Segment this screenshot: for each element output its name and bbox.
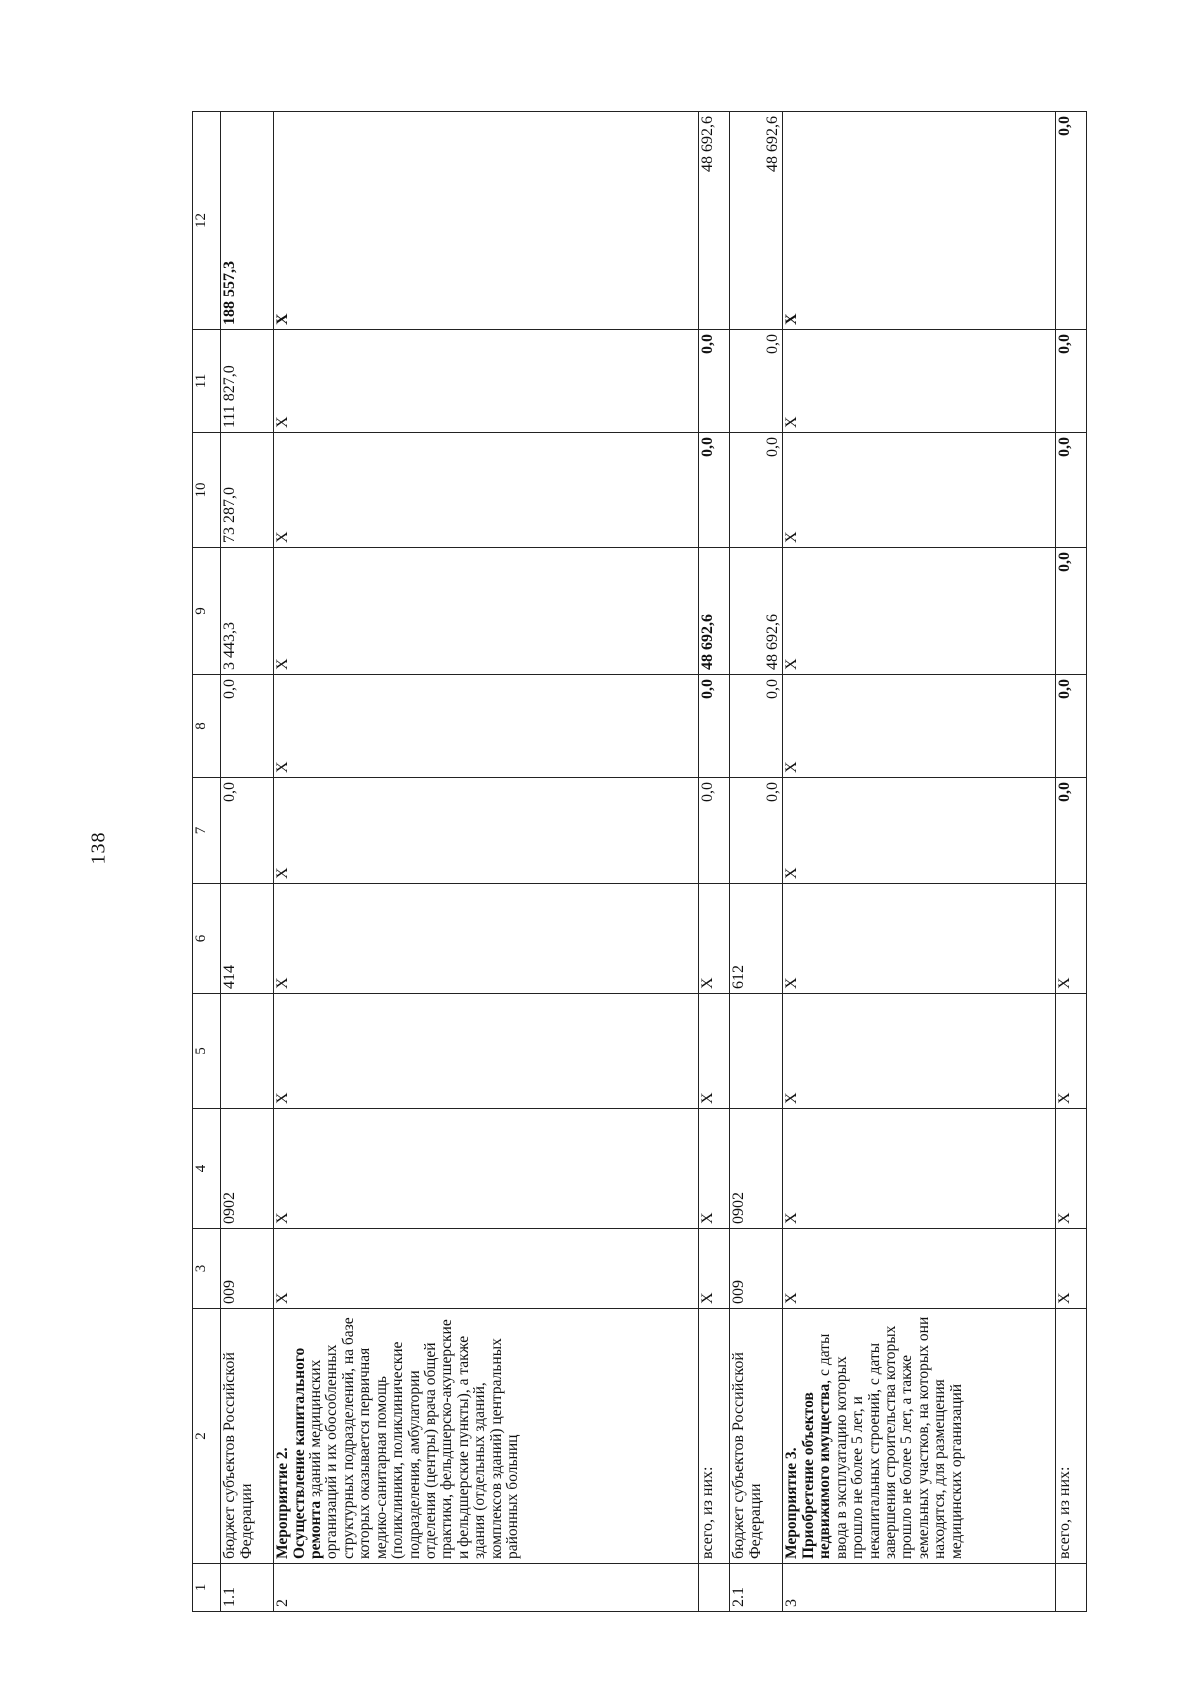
header-cell: 8: [193, 675, 221, 778]
header-cell: 9: [193, 548, 221, 675]
measure-lead: Осуществление капитального ремонта: [290, 1347, 324, 1559]
table-cell: Х: [1055, 994, 1086, 1109]
header-cell: 2: [193, 1309, 221, 1564]
table-cell: Х: [783, 330, 1055, 433]
table-cell: 0,0: [220, 675, 273, 778]
header-cell: 11: [193, 330, 221, 433]
row-label: бюджет субъектов Российской Федерации: [730, 1309, 783, 1564]
table-cell: Х: [1055, 1109, 1086, 1229]
row-number: 3: [783, 1564, 1055, 1612]
table-cell: Х: [783, 112, 1055, 330]
header-cell: 6: [193, 884, 221, 994]
table-cell: Х: [1055, 884, 1086, 994]
measure-text: , с даты ввода в эксплуатацию которых прошло не более 5 лет, и некапитальных строений, с даты завершения строительства которых прошло не более 5 лет, а также земельных участков, на которых они находятся, для размещения медицинских организаций: [816, 1316, 965, 1559]
table-cell: 0,0: [730, 433, 783, 548]
table-cell: Х: [783, 433, 1055, 548]
table-cell: 48 692,6: [698, 548, 729, 675]
table-cell: Х: [783, 884, 1055, 994]
row-label: всего, из них:: [698, 1309, 729, 1564]
table-cell: 111 827,0: [220, 330, 273, 433]
header-cell: 10: [193, 433, 221, 548]
table-cell: 0902: [730, 1109, 783, 1229]
table-cell: 0,0: [730, 330, 783, 433]
table-cell: Х: [783, 675, 1055, 778]
table-cell: Х: [274, 1109, 699, 1229]
table-cell: 0,0: [220, 778, 273, 884]
table-cell: Х: [783, 994, 1055, 1109]
table-cell: Х: [274, 884, 699, 994]
table-row: [1055, 112, 1086, 1612]
measure-text: зданий медицинских организаций и их обособленных структурных подразделений, на базе которых оказывается первичная медико-санитарная помощь (поликлиники, поликлинические подразделения, амбулатории отделения (центры) врача общей практики, фельдшерско-акушерские и фельдшерские пункты), а также здания (отдельных зданий, комплексов зданий) центральных районных больниц: [307, 1317, 522, 1559]
row-number: [698, 1564, 729, 1612]
measure-title: Мероприятие 3.: [783, 1447, 801, 1559]
measure-description: [274, 1309, 699, 1564]
table-row: [220, 112, 273, 1612]
table-cell: Х: [698, 884, 729, 994]
table-row: [698, 112, 729, 1612]
table-cell: Х: [274, 330, 699, 433]
table-cell: Х: [783, 778, 1055, 884]
table-cell: 188 557,3: [220, 112, 273, 330]
header-cell: 12: [193, 112, 221, 330]
header-cell: 7: [193, 778, 221, 884]
table-cell: 009: [730, 1229, 783, 1309]
table-cell: 48 692,6: [730, 548, 783, 675]
table-cell: Х: [698, 994, 729, 1109]
table-cell: 73 287,0: [220, 433, 273, 548]
table-row: [274, 112, 699, 1612]
table-row: [730, 112, 783, 1612]
table-cell: 48 692,6: [698, 112, 729, 330]
table-cell: Х: [1055, 1229, 1086, 1309]
table-cell: 0,0: [698, 330, 729, 433]
table-cell: 612: [730, 884, 783, 994]
table-cell: 0902: [220, 1109, 273, 1229]
table-cell: Х: [274, 994, 699, 1109]
row-number: 2: [274, 1564, 699, 1612]
table-cell: 48 692,6: [730, 112, 783, 330]
measure-title: Мероприятие 2.: [274, 1447, 292, 1559]
row-number: [1055, 1564, 1086, 1612]
header-cell: 4: [193, 1109, 221, 1229]
table-cell: Х: [274, 433, 699, 548]
table-cell: 414: [220, 884, 273, 994]
table-cell: 0,0: [698, 778, 729, 884]
table-cell: Х: [698, 1229, 729, 1309]
rotated-table-container: [192, 112, 1087, 1612]
table-cell: 0,0: [1055, 548, 1086, 675]
table-cell: 0,0: [1055, 112, 1086, 330]
table-cell: 0,0: [1055, 330, 1086, 433]
table-cell: 0,0: [730, 778, 783, 884]
measure-lead: Приобретение объектов недвижимого имущества: [799, 1383, 834, 1559]
row-label: бюджет субъектов Российской Федерации: [220, 1309, 273, 1564]
table-cell: Х: [274, 675, 699, 778]
table-cell: 0,0: [698, 675, 729, 778]
table-cell: Х: [783, 1109, 1055, 1229]
table-cell: 0,0: [1055, 675, 1086, 778]
table-cell: Х: [274, 112, 699, 330]
table-cell: Х: [274, 1229, 699, 1309]
budget-table: [192, 111, 1087, 1612]
table-cell: Х: [698, 1109, 729, 1229]
table-cell: Х: [274, 548, 699, 675]
table-cell: Х: [783, 548, 1055, 675]
table-cell: Х: [783, 1229, 1055, 1309]
row-number: 1.1: [220, 1564, 273, 1612]
table-cell: [220, 994, 273, 1109]
header-cell: 1: [193, 1564, 221, 1612]
table-cell: 0,0: [730, 675, 783, 778]
table-cell: Х: [274, 778, 699, 884]
table-cell: 0,0: [698, 433, 729, 548]
table-cell: [730, 994, 783, 1109]
header-row: [193, 112, 221, 1612]
table-area: [192, 112, 1200, 1607]
table-cell: 0,0: [1055, 778, 1086, 884]
row-label: всего, из них:: [1055, 1309, 1086, 1564]
table-cell: 009: [220, 1229, 273, 1309]
table-cell: 3 443,3: [220, 548, 273, 675]
header-cell: 5: [193, 994, 221, 1109]
table-cell: 0,0: [1055, 433, 1086, 548]
header-cell: 3: [193, 1229, 221, 1309]
row-number: 2.1: [730, 1564, 783, 1612]
measure-description: [783, 1309, 1055, 1564]
table-row: [783, 112, 1055, 1612]
page-number: 138: [87, 831, 110, 865]
